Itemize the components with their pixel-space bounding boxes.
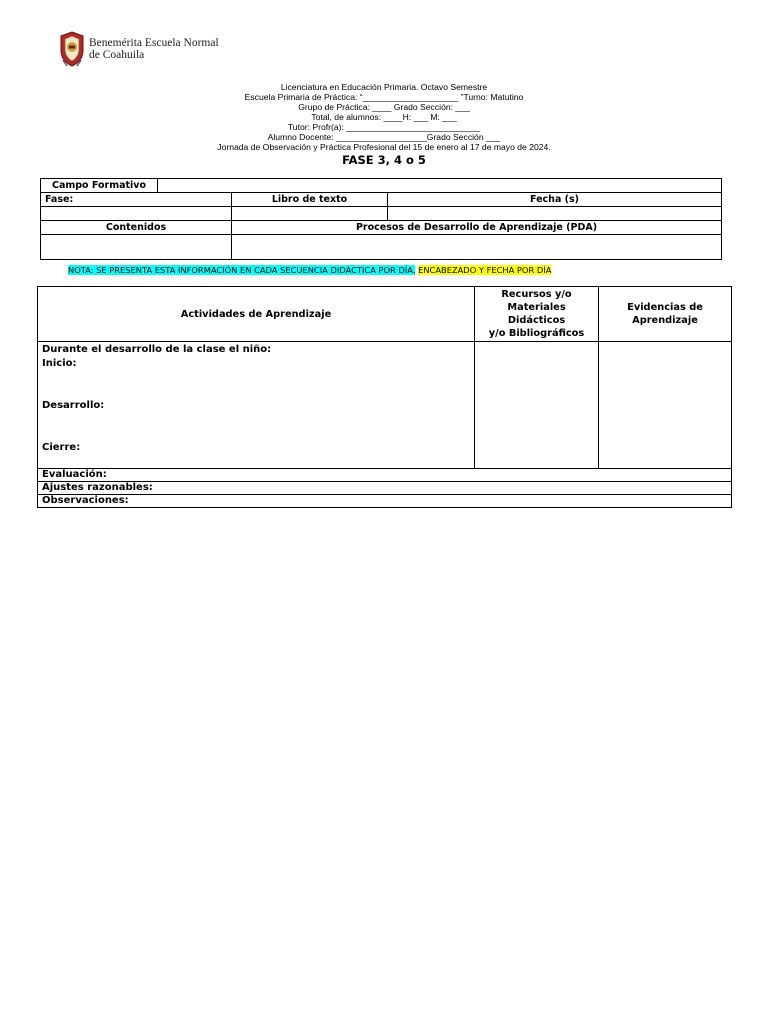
fase-label: Fase: <box>41 193 232 207</box>
resources-header-line-2: Materiales Didácticos <box>507 302 566 326</box>
contenidos-value[interactable] <box>41 235 232 260</box>
header-period: Jornada de Observación y Práctica Profesional del 15 de enero al 17 de mayo de 2024. <box>217 142 551 152</box>
campo-formativo-label: Campo Formativo <box>41 179 158 193</box>
libro-label: Libro de texto <box>232 193 388 207</box>
resources-header-line-1: Recursos y/o <box>501 289 572 300</box>
header-group: Grupo de Práctica: ____ Grado Sección: ___ <box>298 102 470 112</box>
activities-table <box>37 286 732 508</box>
page-title: FASE 3, 4 o 5 <box>342 153 426 167</box>
nota-highlight-yellow: ENCABEZADO Y FECHA POR DÍA <box>418 265 552 275</box>
resources-header-line-3: y/o Bibliográficos <box>488 328 585 339</box>
logo-line-2: de Coahuila <box>89 49 145 61</box>
institution-seal-icon <box>58 30 86 68</box>
observaciones-row[interactable]: Observaciones: <box>38 495 732 508</box>
nota-line <box>68 265 551 276</box>
evidence-header-line-2: Aprendizaje <box>632 315 698 326</box>
pda-value[interactable] <box>232 235 722 260</box>
header-students: Total, de alumnos: ____H: ___ M: ___ <box>311 112 457 122</box>
logo-line-1: Benemérita Escuela Normal <box>89 37 219 49</box>
inicio-label: Inicio: <box>42 358 77 369</box>
evidence-header-line-1: Evidencias de <box>627 302 703 313</box>
activities-body[interactable] <box>38 342 475 469</box>
libro-value[interactable] <box>232 207 388 221</box>
fecha-value[interactable] <box>388 207 722 221</box>
ajustes-row[interactable]: Ajustes razonables: <box>38 482 732 495</box>
info-table <box>40 178 722 260</box>
contenidos-label: Contenidos <box>41 221 232 235</box>
durante-label: Durante el desarrollo de la clase el niño: <box>42 344 272 355</box>
cierre-label: Cierre: <box>42 442 81 453</box>
resources-body[interactable] <box>475 342 599 469</box>
evidence-header <box>599 287 732 342</box>
pda-label: Procesos de Desarrollo de Aprendizaje (PDA) <box>232 221 722 235</box>
header-tutor: Tutor: Profr(a): ____________________________ <box>287 122 481 132</box>
nota-highlight-cyan: NOTA: SE PRESENTA ESTA INFORMACIÓN EN CADA SECUENCIA DIDÁCTICA POR DÍA. <box>68 265 416 275</box>
evidence-body[interactable] <box>599 342 732 469</box>
fecha-label: Fecha (s) <box>388 193 722 207</box>
campo-formativo-value[interactable] <box>158 179 722 193</box>
evaluacion-row[interactable]: Evaluación: <box>38 469 732 482</box>
desarrollo-label: Desarrollo: <box>42 400 105 411</box>
header-school: Escuela Primaria de Práctica: “____________________ ”Turno: Matutino <box>244 92 524 102</box>
document-header <box>0 82 768 167</box>
resources-header <box>475 287 599 342</box>
header-student-teacher: Alumno Docente: ___________________Grado Sección ___ <box>267 132 501 142</box>
header-program: Licenciatura en Educación Primaria. Octavo Semestre <box>280 82 488 92</box>
activities-header: Actividades de Aprendizaje <box>38 287 475 342</box>
institution-logo <box>58 30 219 68</box>
fase-value[interactable] <box>41 207 232 221</box>
